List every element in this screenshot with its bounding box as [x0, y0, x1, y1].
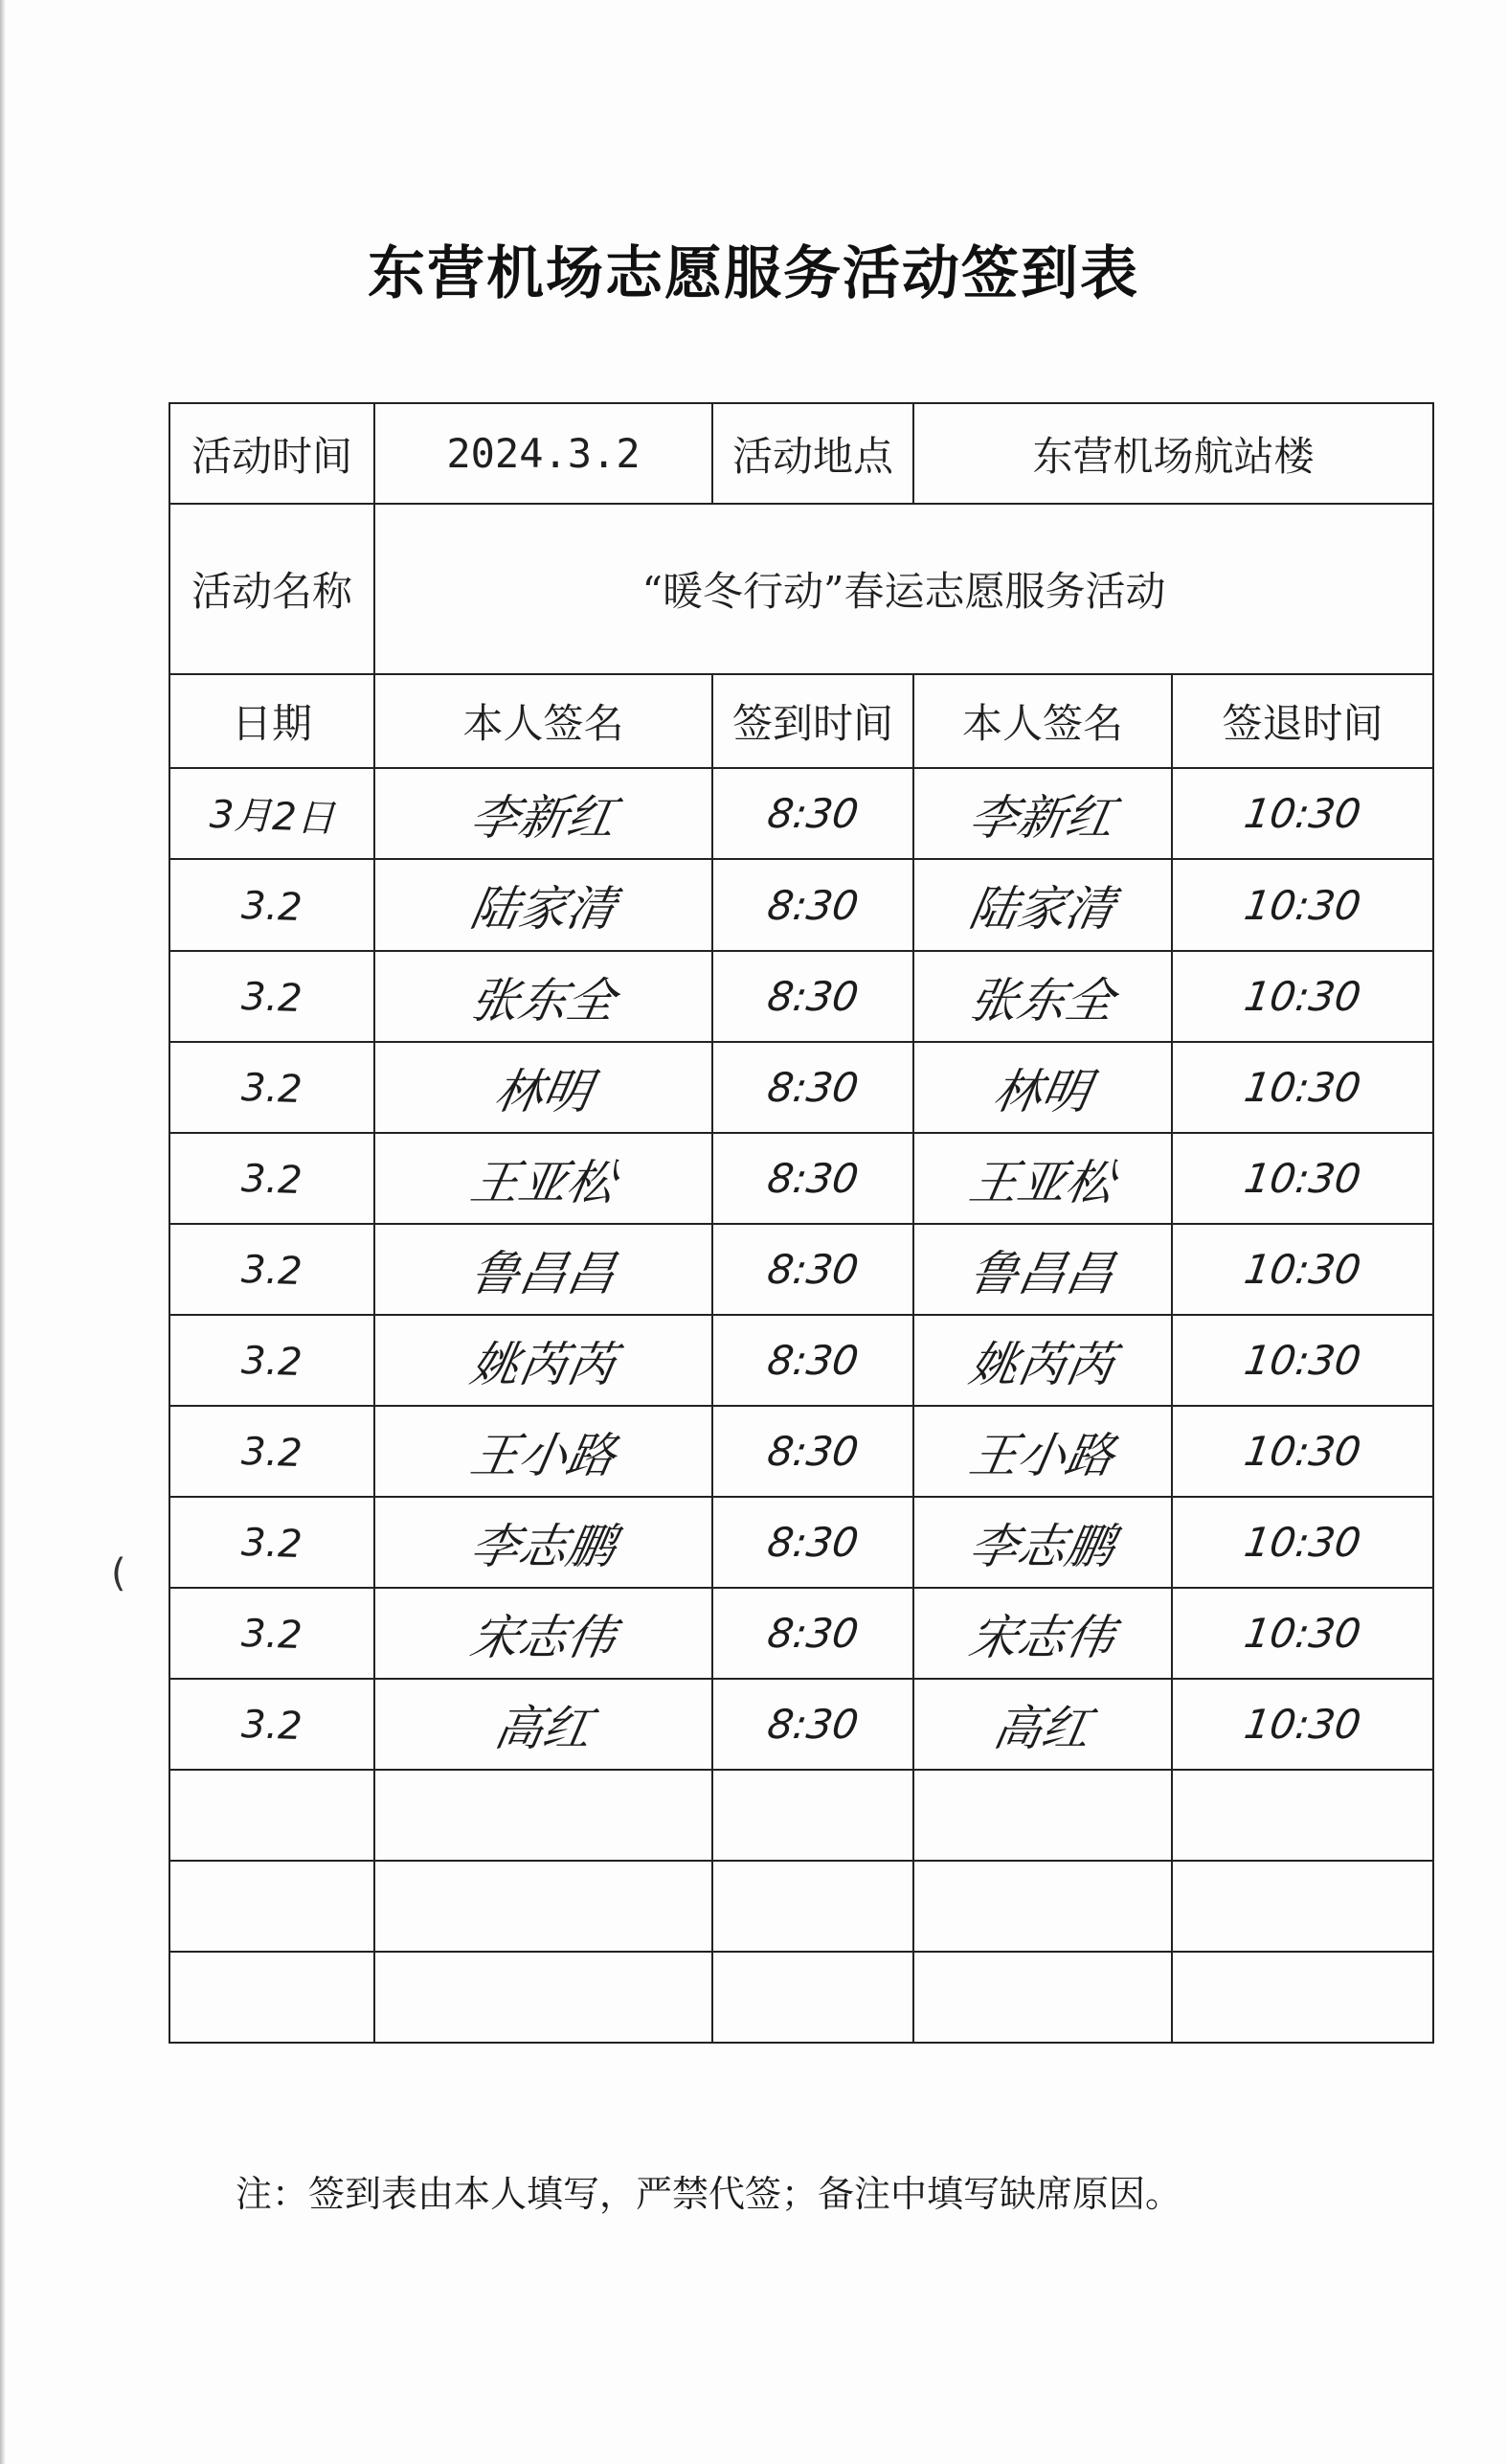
sign-in-signature-cell: [374, 1042, 712, 1133]
sign-out-time-cell: [1172, 1861, 1433, 1952]
sign-in-time-cell: [712, 1042, 913, 1133]
table-row: [169, 1133, 1433, 1224]
sign-out-signature: 宋志伟: [965, 1609, 1119, 1665]
table-row: [169, 951, 1433, 1042]
date-cell: 3.2: [240, 883, 304, 930]
table-row: [169, 1588, 1433, 1679]
sign-in-signature: 鲁昌昌: [465, 1245, 619, 1301]
sign-out-signature-cell: [913, 1861, 1172, 1952]
col-header-sign-in-time: 签到时间: [712, 674, 913, 768]
sign-out-time-cell: [1172, 1952, 1433, 2043]
sign-in-time-cell: [712, 1861, 913, 1952]
time-value: 2024.3.2: [374, 403, 712, 504]
sign-in-time-cell: [712, 1224, 913, 1315]
sign-out-time: 10:30: [1241, 1610, 1364, 1657]
sign-in-time: 8:30: [764, 1337, 862, 1384]
sign-out-signature-cell: [913, 1042, 1172, 1133]
sign-in-signature-cell: [374, 1497, 712, 1588]
table-row: [169, 768, 1433, 859]
sign-out-signature-cell: [913, 1952, 1172, 2043]
sign-out-time: 10:30: [1241, 1246, 1364, 1293]
info-row-time: [169, 403, 1433, 504]
sign-in-signature-cell: [374, 1133, 712, 1224]
sign-in-time-cell: [712, 1315, 913, 1406]
footnote: 注：签到表由本人填写，严禁代签；备注中填写缺席原因。: [236, 2173, 1182, 2215]
sign-in-signature: 王亚松: [465, 1154, 619, 1210]
sign-out-time-cell: [1172, 1315, 1433, 1406]
sign-in-signature-cell: [374, 1861, 712, 1952]
sign-in-time-cell: [712, 1588, 913, 1679]
sign-out-signature: 李新红: [965, 789, 1119, 846]
date-cell: 3.2: [240, 1702, 304, 1750]
sign-in-signature: 林明: [489, 1063, 596, 1119]
sign-in-signature-cell: [374, 1679, 712, 1770]
sign-out-time-cell: [1172, 859, 1433, 951]
date-cell-cell: [169, 951, 374, 1042]
sign-in-signature-cell: [374, 1952, 712, 2043]
sign-out-signature: 林明: [989, 1063, 1095, 1119]
sign-in-time-cell: [712, 1679, 913, 1770]
date-cell: 3.2: [240, 1520, 304, 1568]
sign-in-signature: 李新红: [465, 789, 619, 846]
time-label: 活动时间: [169, 403, 374, 504]
sign-out-time: 10:30: [1241, 790, 1364, 837]
sign-out-signature-cell: [913, 1224, 1172, 1315]
date-cell-cell: [169, 1406, 374, 1497]
sign-in-time: 8:30: [764, 881, 862, 929]
sign-out-signature-cell: [913, 951, 1172, 1042]
sign-in-time: 8:30: [764, 973, 862, 1020]
sign-in-signature: 李志鹏: [465, 1518, 619, 1574]
table-row: [169, 1952, 1433, 2043]
date-cell-cell: [169, 1679, 374, 1770]
sign-in-time-cell: [712, 1133, 913, 1224]
sign-out-time-cell: [1172, 768, 1433, 859]
sign-out-time: 10:30: [1241, 1155, 1364, 1202]
sign-in-time-cell: [712, 859, 913, 951]
sign-in-table: [169, 402, 1434, 2044]
sign-in-time-cell: [712, 1952, 913, 2043]
sign-in-signature-cell: [374, 1315, 712, 1406]
sign-out-time: 10:30: [1241, 1428, 1364, 1475]
sign-in-signature-cell: [374, 1770, 712, 1861]
date-cell-cell: [169, 1224, 374, 1315]
table-row: [169, 1406, 1433, 1497]
date-cell-cell: [169, 1952, 374, 2043]
sign-in-signature-cell: [374, 859, 712, 951]
info-row-name: [169, 504, 1433, 674]
sign-out-signature-cell: [913, 1133, 1172, 1224]
page-title: 东营机场志愿服务活动签到表: [368, 240, 1139, 307]
date-cell-cell: [169, 1315, 374, 1406]
sign-in-signature-cell: [374, 768, 712, 859]
scan-edge: [0, 0, 6, 2464]
sign-in-signature-cell: [374, 1588, 712, 1679]
col-header-sign-in-name: 本人签名: [374, 674, 712, 768]
date-cell-cell: [169, 768, 374, 859]
date-cell-cell: [169, 1861, 374, 1952]
sign-out-time-cell: [1172, 1406, 1433, 1497]
sign-in-time-cell: [712, 1497, 913, 1588]
place-value: 东营机场航站楼: [913, 403, 1433, 504]
sign-out-signature: 李志鹏: [965, 1518, 1119, 1574]
sign-out-signature: 陆家清: [965, 881, 1119, 937]
sign-in-time: 8:30: [764, 1610, 862, 1657]
col-header-date: 日期: [169, 674, 374, 768]
sign-out-signature-cell: [913, 1315, 1172, 1406]
sign-out-time: 10:30: [1241, 881, 1364, 929]
sign-out-signature: 王亚松: [965, 1154, 1119, 1210]
sign-in-time: 8:30: [764, 1155, 862, 1202]
sign-out-time: 10:30: [1241, 1701, 1364, 1748]
sign-out-signature: 鲁昌昌: [965, 1245, 1119, 1301]
sign-out-time-cell: [1172, 951, 1433, 1042]
sign-out-signature-cell: [913, 1588, 1172, 1679]
place-label: 活动地点: [712, 403, 913, 504]
sign-out-time: 10:30: [1241, 1337, 1364, 1384]
sign-out-signature: 王小路: [965, 1427, 1119, 1483]
column-header-row: [169, 674, 1433, 768]
sign-in-signature: 王小路: [465, 1427, 619, 1483]
activity-name-label: 活动名称: [169, 504, 374, 674]
table-row: [169, 1679, 1433, 1770]
sign-out-signature: 张东全: [965, 972, 1119, 1029]
sign-in-time-cell: [712, 1406, 913, 1497]
table-row: [169, 1497, 1433, 1588]
sign-in-signature: 张东全: [465, 972, 619, 1029]
sign-in-time-cell: [712, 768, 913, 859]
sign-out-signature-cell: [913, 859, 1172, 951]
sign-in-time: 8:30: [764, 1246, 862, 1293]
date-cell: 3.2: [240, 974, 304, 1022]
col-header-sign-out-name: 本人签名: [913, 674, 1172, 768]
sign-out-time: 10:30: [1241, 1519, 1364, 1566]
col-header-sign-out-time: 签退时间: [1172, 674, 1433, 768]
sign-out-time-cell: [1172, 1770, 1433, 1861]
date-cell: 3月2日: [208, 792, 336, 842]
sign-in-time: 8:30: [764, 1701, 862, 1748]
sign-out-signature-cell: [913, 1497, 1172, 1588]
date-cell: 3.2: [240, 1156, 304, 1204]
sign-in-signature: 陆家清: [465, 881, 619, 937]
sign-out-signature: 高红: [989, 1700, 1095, 1756]
date-cell: 3.2: [240, 1065, 304, 1113]
date-cell-cell: [169, 859, 374, 951]
sign-out-signature: 姚芮芮: [965, 1336, 1119, 1392]
date-cell-cell: [169, 1770, 374, 1861]
sign-in-signature: 宋志伟: [465, 1609, 619, 1665]
sign-in-signature: 高红: [489, 1700, 596, 1756]
sign-in-signature: 姚芮芮: [465, 1336, 619, 1392]
sign-out-time-cell: [1172, 1497, 1433, 1588]
sign-in-signature-cell: [374, 951, 712, 1042]
sign-out-signature-cell: [913, 768, 1172, 859]
table-row: [169, 1861, 1433, 1952]
sign-out-time: 10:30: [1241, 1064, 1364, 1111]
date-cell-cell: [169, 1042, 374, 1133]
sign-in-time: 8:30: [764, 1064, 862, 1111]
sign-in-time: 8:30: [764, 1428, 862, 1475]
table-row: [169, 1770, 1433, 1861]
sign-out-time-cell: [1172, 1042, 1433, 1133]
stray-pen-mark: (: [111, 1551, 126, 1595]
activity-name-value: “暖冬行动”春运志愿服务活动: [374, 504, 1433, 674]
date-cell: 3.2: [240, 1338, 304, 1386]
sign-out-time-cell: [1172, 1133, 1433, 1224]
sign-in-signature-cell: [374, 1224, 712, 1315]
date-cell-cell: [169, 1588, 374, 1679]
date-cell-cell: [169, 1497, 374, 1588]
date-cell: 3.2: [240, 1611, 304, 1659]
date-cell: 3.2: [240, 1429, 304, 1477]
sign-in-time: 8:30: [764, 1519, 862, 1566]
sign-out-signature-cell: [913, 1679, 1172, 1770]
table-row: [169, 859, 1433, 951]
date-cell-cell: [169, 1133, 374, 1224]
sign-out-signature-cell: [913, 1406, 1172, 1497]
sign-in-time-cell: [712, 1770, 913, 1861]
table-row: [169, 1315, 1433, 1406]
date-cell: 3.2: [240, 1247, 304, 1295]
table-row: [169, 1042, 1433, 1133]
sign-in-time: 8:30: [764, 790, 862, 837]
sign-in-signature-cell: [374, 1406, 712, 1497]
sign-out-time: 10:30: [1241, 973, 1364, 1020]
sign-in-time-cell: [712, 951, 913, 1042]
sign-out-signature-cell: [913, 1770, 1172, 1861]
sign-out-time-cell: [1172, 1679, 1433, 1770]
table-row: [169, 1224, 1433, 1315]
sign-out-time-cell: [1172, 1224, 1433, 1315]
sign-out-time-cell: [1172, 1588, 1433, 1679]
